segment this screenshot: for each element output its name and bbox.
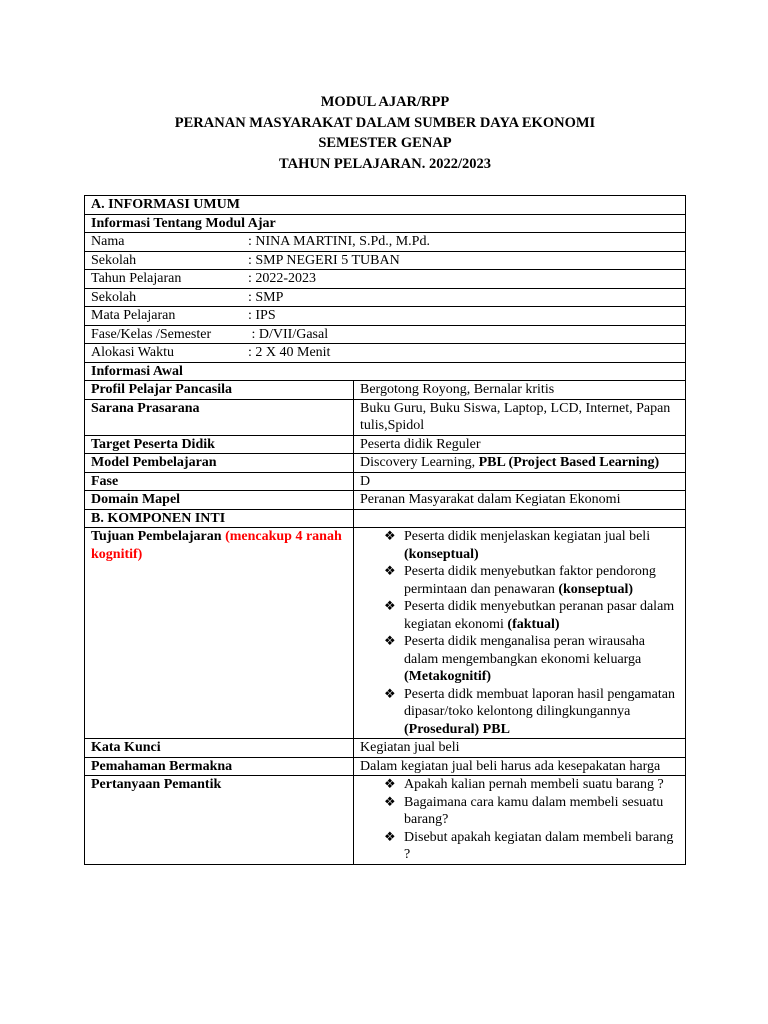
row-label: Kata Kunci (85, 739, 354, 758)
info-value: : SMP (248, 289, 284, 305)
tujuan-note: (mencakup 4 ranah kognitif) (91, 529, 342, 562)
list-item: ❖ Bagaimana cara kamu dalam membeli sesuatu barang? (384, 794, 679, 829)
table-row (85, 399, 686, 435)
title-line-1: MODUL AJAR/RPP (320, 94, 450, 110)
table-row (85, 776, 686, 865)
title-line-3: SEMESTER GENAP (318, 135, 452, 151)
table-row (85, 472, 686, 491)
info-value: : 2 X 40 Menit (248, 345, 331, 360)
table-row (85, 362, 686, 381)
info-label: Nama (91, 234, 125, 249)
list-item: ❖ Peserta didk membuat laporan hasil pengamatan dipasar/toko kelontong dilingkungannya (Prosedural) PBL (384, 686, 679, 739)
info-value: : D/VII/Gasal (248, 326, 329, 342)
title-line-2: PERANAN MASYARAKAT DALAM SUMBER DAYA EKONOMI (174, 114, 596, 131)
tujuan-label: Tujuan Pembelajaran (91, 529, 226, 544)
pertanyaan-list-cell (354, 776, 686, 865)
tujuan-label-cell (85, 528, 354, 739)
section-a-subheading: Informasi Tentang Modul Ajar (85, 214, 686, 233)
info-label: Alokasi Waktu (91, 345, 174, 360)
table-row (85, 288, 686, 307)
row-label: Model Pembelajaran (85, 454, 354, 473)
table-row (85, 233, 686, 252)
list-item: ❖ Peserta didik menyebutkan peranan pasar dalam kegiatan ekonomi (faktual) (384, 598, 679, 633)
table-row (85, 307, 686, 326)
table-row (85, 214, 686, 233)
row-label: Pemahaman Bermakna (85, 757, 354, 776)
info-label: Sekolah (91, 252, 137, 268)
informasi-awal-heading: Informasi Awal (85, 362, 686, 381)
info-label: Mata Pelajaran (91, 308, 176, 323)
table-row (85, 739, 686, 758)
empty-cell (354, 509, 686, 528)
row-value: Dalam kegiatan jual beli harus ada kesepakatan harga (354, 757, 686, 776)
info-value: : IPS (248, 308, 276, 323)
row-label: Target Peserta Didik (85, 435, 354, 454)
info-label: Sekolah (91, 289, 137, 305)
list-item: ❖ Peserta didik menjelaskan kegiatan jual beli (konseptual) (384, 528, 679, 563)
table-row (85, 344, 686, 363)
info-value: : 2022-2023 (248, 271, 317, 286)
row-label: Pertanyaan Pemantik (85, 776, 354, 865)
row-label: Domain Mapel (85, 491, 354, 510)
section-a-heading: A. INFORMASI UMUM (85, 196, 686, 215)
model-bold: PBL (Project Based Learning) (478, 455, 660, 470)
row-value: D (354, 472, 686, 491)
info-label: Fase/Kelas /Semester (91, 326, 212, 342)
row-label: Sarana Prasarana (85, 399, 354, 435)
row-value (354, 454, 686, 473)
table-row (85, 454, 686, 473)
section-b-heading: B. KOMPONEN INTI (85, 509, 354, 528)
table-row (85, 196, 686, 215)
table-row (85, 270, 686, 289)
table-row (85, 528, 686, 739)
model-plain: Discovery Learning, (360, 455, 479, 470)
row-label: Fase (85, 472, 354, 491)
tujuan-list-cell (354, 528, 686, 739)
row-value: Kegiatan jual beli (354, 739, 686, 758)
title-line-4: TAHUN PELAJARAN. 2022/2023 (279, 155, 491, 172)
table-row (85, 325, 686, 344)
info-value: : SMP NEGERI 5 TUBAN (248, 252, 400, 268)
row-label: Profil Pelajar Pancasila (85, 381, 354, 400)
info-value: : NINA MARTINI, S.Pd., M.Pd. (248, 234, 430, 249)
list-item: ❖ Apakah kalian pernah membeli suatu barang ? (384, 776, 679, 794)
row-value: Bergotong Royong, Bernalar kritis (354, 381, 686, 400)
row-value: Peranan Masyarakat dalam Kegiatan Ekonomi (354, 491, 686, 510)
table-row (85, 251, 686, 270)
table-row (85, 381, 686, 400)
tujuan-list (360, 528, 679, 738)
list-item: ❖ Disebut apakah kegiatan dalam membeli barang ? (384, 829, 679, 864)
list-item: ❖ Peserta didik menyebutkan faktor pendorong permintaan dan penawaran (konseptual) (384, 563, 679, 598)
row-value: Buku Guru, Buku Siswa, Laptop, LCD, Internet, Papan tulis,Spidol (354, 399, 686, 435)
table-row (85, 491, 686, 510)
info-label: Tahun Pelajaran (91, 271, 182, 286)
table-row (85, 435, 686, 454)
list-item: ❖ Peserta didik menganalisa peran wirausaha dalam mengembangkan ekonomi keluarga (Metakognitif) (384, 633, 679, 686)
document-title (0, 92, 768, 174)
table-row (85, 509, 686, 528)
pertanyaan-list (360, 776, 679, 864)
row-value: Peserta didik Reguler (354, 435, 686, 454)
table-row (85, 757, 686, 776)
module-table (84, 195, 686, 865)
